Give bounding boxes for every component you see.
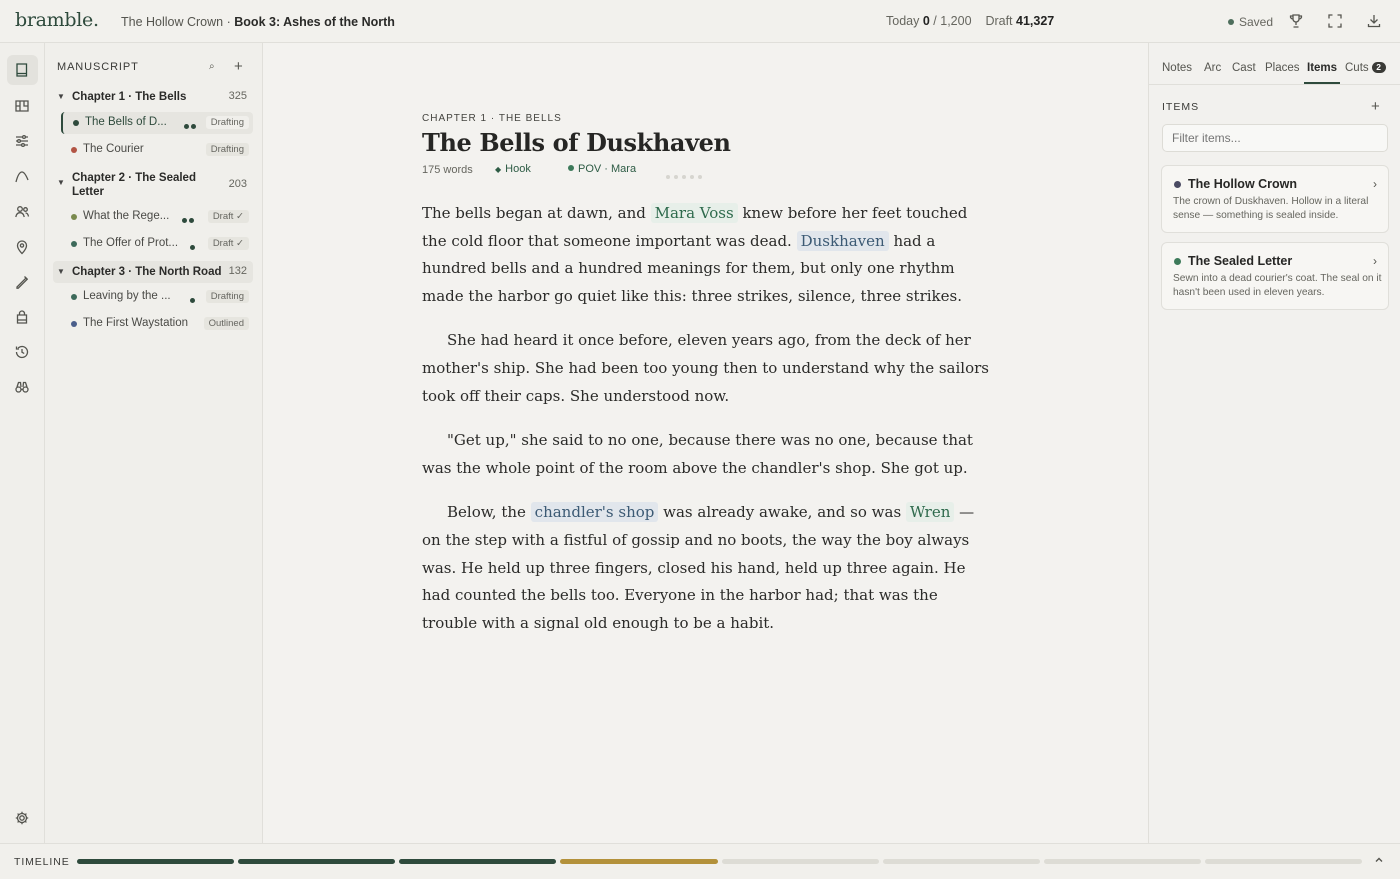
scene-name: The First Waystation	[83, 317, 189, 329]
rail-structure-button[interactable]	[7, 126, 38, 156]
scene-pip	[190, 245, 195, 250]
draft-label: Draft	[985, 14, 1013, 28]
scene-item[interactable]	[61, 233, 253, 255]
active-tab-indicator	[1304, 82, 1340, 84]
rail-map-button[interactable]	[7, 91, 38, 121]
pen-icon	[14, 274, 30, 290]
scene-name: The Offer of Prot...	[83, 237, 179, 249]
scene-status-badge: Draft ✓	[208, 210, 249, 223]
scene-name: What the Rege...	[83, 210, 170, 222]
rail-arc-button[interactable]	[7, 162, 38, 192]
scene-text[interactable]	[422, 200, 992, 654]
paragraph[interactable]	[422, 499, 992, 638]
fullscreen-icon[interactable]	[1327, 13, 1343, 29]
chapter-item[interactable]	[53, 261, 253, 283]
tab-places[interactable]: Places	[1265, 62, 1300, 74]
scene-name: The Bells of D...	[85, 116, 167, 128]
text-run: had a hundred bells and a hundred meanings for them, but only one rhythm made the harbor go quiet like this: three strikes, silence, three strikes.	[422, 231, 962, 306]
tab-items[interactable]: Items	[1307, 62, 1338, 74]
today-goal: 1,200	[940, 14, 972, 28]
book-name: Book 3: Ashes of the North	[234, 15, 395, 29]
scene-status-badge: Outlined	[204, 317, 249, 330]
scene-pip	[189, 218, 194, 223]
timeline-segment-current[interactable]	[560, 859, 717, 864]
chapter-name: Chapter 3 · The North Road	[72, 266, 222, 278]
today-value: 0	[922, 14, 930, 28]
scene-pip	[182, 218, 187, 223]
tab-notes[interactable]: Notes	[1162, 62, 1193, 74]
item-color-dot	[1174, 181, 1181, 188]
reference-panel	[1148, 43, 1400, 843]
people-icon	[14, 204, 30, 220]
chevron-down-icon[interactable]: ▼	[57, 267, 65, 276]
character-mention[interactable]: Mara Voss	[651, 203, 738, 223]
rail-research-button[interactable]	[7, 372, 38, 402]
scene-status-badge: Drafting	[206, 116, 249, 129]
tab-arc[interactable]: Arc	[1204, 62, 1222, 74]
timeline-bar	[0, 843, 1400, 879]
scene-status-badge: Draft ✓	[208, 237, 249, 250]
item-name: The Hollow Crown	[1188, 177, 1298, 191]
search-icon[interactable]: ⌕	[209, 61, 215, 72]
chapter-item[interactable]	[53, 171, 253, 199]
hook-tag[interactable]	[489, 162, 537, 176]
scene-status-dot	[71, 241, 77, 247]
history-icon	[14, 344, 30, 360]
scene-status-badge: Drafting	[206, 143, 249, 156]
rail-history-button[interactable]	[7, 337, 38, 367]
cuts-count-badge: 2	[1372, 62, 1386, 73]
chapter-word-count: 325	[228, 90, 247, 102]
scene-title[interactable]: The Bells of Duskhaven	[422, 128, 731, 157]
character-mention[interactable]: Wren	[906, 502, 954, 522]
text-run: — on the step with a fistful of gossip and no boots, the way the boy always was. He held up three fingers, closed his hand, held up three again. He had counted the bells too. Everyone in the harbor had; that was the trouble with a signal old enough to be a habit.	[422, 503, 975, 632]
rating-dot[interactable]	[698, 175, 702, 179]
pov-tag[interactable]	[562, 162, 642, 176]
scene-name: The Courier	[83, 143, 144, 155]
paragraph[interactable]	[422, 427, 992, 482]
rating-dot[interactable]	[690, 175, 694, 179]
item-color-dot	[1174, 258, 1181, 265]
scene-item[interactable]	[61, 286, 253, 308]
timeline-segment-done[interactable]	[238, 859, 395, 864]
pov-dot-icon	[568, 165, 574, 171]
text-run: Below, the	[447, 503, 531, 522]
scene-status-badge: Drafting	[206, 290, 249, 303]
series-name: The Hollow Crown	[121, 15, 224, 29]
timeline-segment-todo[interactable]	[883, 859, 1040, 864]
book-breadcrumb[interactable]	[121, 15, 395, 29]
text-run: She had heard it once before, eleven years ago, from the deck of her mother's ship. She had been too young then to understand why the sailors took off their caps. She understood now.	[422, 331, 989, 405]
manuscript-sidebar	[45, 43, 263, 843]
chapter-word-count: 203	[228, 178, 247, 190]
timeline-segment-done[interactable]	[399, 859, 556, 864]
editor-pane[interactable]	[263, 43, 1148, 843]
chapter-eyebrow: CHAPTER 1 · THE BELLS	[422, 113, 562, 124]
add-chapter-button[interactable]: +	[234, 58, 243, 75]
scene-item[interactable]	[61, 313, 253, 335]
chevron-up-icon[interactable]	[1373, 854, 1385, 866]
scene-pips	[184, 120, 198, 132]
scene-status-dot	[73, 120, 79, 126]
timeline-label: TIMELINE	[14, 856, 70, 868]
save-status-dot	[1228, 19, 1234, 25]
rail-items-button[interactable]	[7, 302, 38, 332]
items-heading: ITEMS	[1162, 101, 1200, 113]
download-icon[interactable]	[1366, 13, 1382, 29]
app-logo[interactable]: bramble.	[15, 9, 99, 31]
rail-places-button[interactable]	[7, 232, 38, 262]
scene-status-dot	[71, 321, 77, 327]
today-separator: /	[933, 14, 937, 28]
filter-items-input[interactable]	[1162, 124, 1388, 152]
scene-status-dot	[71, 294, 77, 300]
place-mention[interactable]: Duskhaven	[797, 231, 889, 251]
top-bar	[0, 0, 1400, 43]
rating-dot[interactable]	[682, 175, 686, 179]
scene-name: Leaving by the ...	[83, 290, 171, 302]
trophy-icon[interactable]	[1288, 13, 1304, 29]
scene-status-dot	[71, 214, 77, 220]
draft-value: 41,327	[1016, 14, 1055, 28]
item-description: The crown of Duskhaven. Hollow in a literal sense — something is sealed inside.	[1173, 196, 1369, 221]
place-mention[interactable]: chandler's shop	[531, 502, 659, 522]
tab-cuts-label: Cuts	[1345, 62, 1369, 74]
paragraph[interactable]	[422, 200, 992, 311]
reference-tabs	[1149, 43, 1400, 85]
rating-dot[interactable]	[666, 175, 670, 179]
chevron-down-icon[interactable]: ▼	[57, 178, 65, 187]
binoculars-icon	[14, 379, 30, 395]
rating-dot[interactable]	[674, 175, 678, 179]
tab-cast[interactable]: Cast	[1232, 62, 1256, 74]
map-icon	[14, 98, 30, 114]
scene-word-count: 175 words	[422, 164, 473, 176]
word-counts	[886, 14, 1054, 28]
manuscript-title: MANUSCRIPT	[57, 61, 139, 73]
timeline-segment-done[interactable]	[77, 859, 234, 864]
item-card[interactable]	[1161, 165, 1389, 233]
scene-pips	[190, 294, 197, 306]
timeline-segment-todo[interactable]	[1044, 859, 1201, 864]
save-status	[1228, 15, 1273, 29]
scene-rating[interactable]	[666, 166, 706, 184]
scene-pips	[190, 241, 197, 253]
breadcrumb-separator: ·	[226, 15, 231, 29]
arc-icon	[14, 169, 30, 185]
timeline-segment-todo[interactable]	[722, 859, 879, 864]
timeline-segment-todo[interactable]	[1205, 859, 1362, 864]
diamond-icon: ◆	[495, 165, 502, 174]
chapter-item[interactable]	[53, 90, 253, 106]
sliders-icon	[14, 133, 30, 149]
scene-pip	[190, 298, 195, 303]
scene-pips	[182, 214, 196, 226]
scene-pip	[191, 124, 196, 129]
item-card[interactable]	[1161, 242, 1389, 310]
chevron-right-icon[interactable]: ›	[1373, 254, 1377, 268]
paragraph[interactable]	[422, 327, 992, 410]
text-run: The bells began at dawn, and	[422, 204, 651, 222]
rail-write-button[interactable]	[7, 267, 38, 297]
chapter-name: Chapter 1 · The Bells	[72, 91, 187, 103]
rail-cast-button[interactable]	[7, 197, 38, 227]
chevron-right-icon[interactable]: ›	[1373, 177, 1377, 191]
gear-icon	[14, 810, 30, 826]
item-description: Sewn into a dead courier's coat. The seal on it hasn't been used in eleven years.	[1173, 273, 1382, 298]
scene-item[interactable]	[61, 206, 253, 228]
settings-button[interactable]	[7, 803, 38, 833]
add-item-button[interactable]: +	[1371, 98, 1380, 115]
rail-manuscript-button[interactable]	[7, 55, 38, 85]
scene-item[interactable]	[61, 112, 253, 134]
scene-item[interactable]	[61, 139, 253, 161]
chapter-name: Chapter 2 · The Sealed Letter	[72, 172, 196, 198]
hook-tag-label: Hook	[505, 163, 531, 175]
scene-status-dot	[71, 147, 77, 153]
item-name: The Sealed Letter	[1188, 254, 1293, 268]
chapter-word-count: 132	[228, 265, 247, 277]
scene-pip	[184, 124, 189, 129]
text-run: "Get up," she said to no one, because there was no one, because that was the whole point of the room above the chandler's shop. She got up.	[422, 431, 973, 477]
text-run: was already awake, and so was	[658, 503, 906, 522]
today-label: Today	[886, 14, 920, 28]
saved-label: Saved	[1239, 15, 1274, 29]
text-run: knew before her feet touched the cold floor that someone important was dead.	[422, 204, 968, 250]
book-icon	[14, 62, 30, 78]
location-pin-icon	[14, 239, 30, 255]
bag-icon	[14, 309, 30, 325]
pov-tag-label: POV · Mara	[578, 163, 637, 175]
nav-rail	[0, 43, 45, 843]
chevron-down-icon[interactable]: ▼	[57, 92, 65, 101]
tab-cuts[interactable]	[1345, 62, 1386, 74]
